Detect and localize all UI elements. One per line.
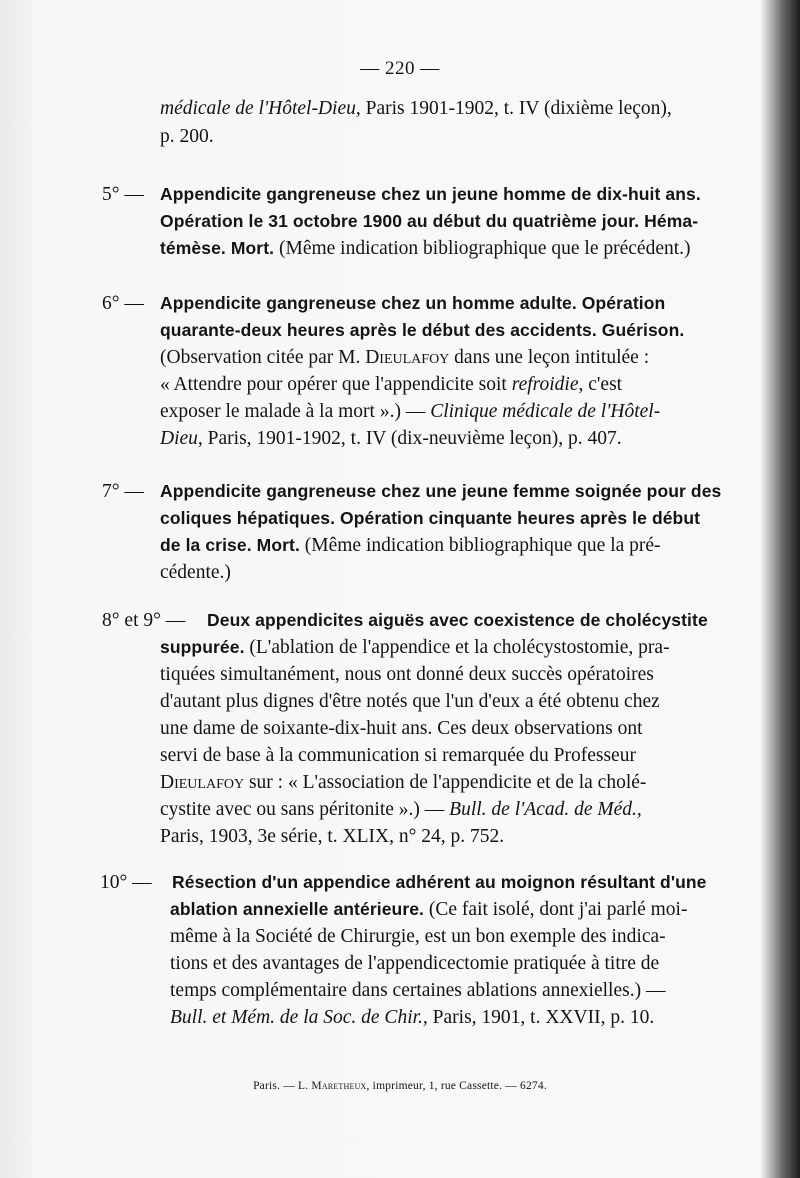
document-page: — 220 — médicale de l'Hôtel-Dieu, Paris 1901-1902, t. IV (dixième leçon), p. 200. 5° — Appendicite gangreneuse chez un jeune homme de dix-huit ans. Opération le 31 octobre 1900 au début du quatrième jour. Héma- témèse. Mort. (Même indication bibliographique que le précédent.) 6° — Appendicite gangreneuse chez un homme adulte. Opération quarante-deux heures après le début des accidents. Guérison. (Observation citée par M. Dieulafoy dans une leçon intitulée : « Attendre pour opérer que l'appendicite soit refroidie, c'est exposer le malade à la mort ».) — Clinique médicale de l'Hôtel- Dieu, Paris, 1901-1902, t. IV (dix-neuvième leçon), p. 407. 7° — Appendicite gangreneuse chez une jeune femme soignée pour des coliques hépatiques. Opération cinquante heures après le début de la crise. Mort. (Même indication bibliographique que la pré- cédente.) 8° et 9° — Deux appendicites aiguës avec coexistence de cholécystite suppurée. (L'ablation de l'appendice et la cholécystostomie, pra- tiquées simultanément, nous ont donné deux succès opératoires d'autant plus dignes d'être notés que l'un d'eux a été obtenu chez une dame de soixante-dix-huit ans. Ces deux observations ont servi de base à la communication si remarquée du Professeur Dieulafoy sur : « L'association de l'appendicite et de la cholé- cystite avec ou sans péritonite ».) — Bull. de l'Acad. de Méd., Paris, 1903, 3e série, t. XLIX, n° 24, p. 752. 10° — Résection d'un appendice adhérent au moignon résultant d'une ablation annexielle antérieure. (Ce fait isolé, dont j'ai parlé moi- même à la Société de Chirurgie, est un bon exemple des indica- tions et des avantages de l'appendicectomie pratiquée à titre de temps complémentaire dans certaines ablations annexielles.) — Bull. et Mém. de la Soc. de Chir., Paris, 1901, t. XXVII, p. 10. Paris. — L. Maretheux, imprimeur, 1, rue Cassette. — 6274. (0, 0, 800, 1178)
entry-number: 10° — (100, 872, 152, 893)
intro-line-2: p. 200. (160, 126, 214, 147)
intro-line-1: médicale de l'Hôtel-Dieu, Paris 1901-1902, t. IV (dixième leçon), (160, 98, 672, 119)
entry-number: 8° et 9° — (102, 610, 186, 631)
entry-number: 7° — (102, 481, 144, 502)
printer-imprint: Paris. — L. Maretheux, imprimeur, 1, rue Cassette. — 6274. (253, 1080, 547, 1092)
entry-number: 5° — (102, 184, 144, 205)
page-number: — 220 — (360, 58, 440, 79)
entry-number: 6° — (102, 293, 144, 314)
